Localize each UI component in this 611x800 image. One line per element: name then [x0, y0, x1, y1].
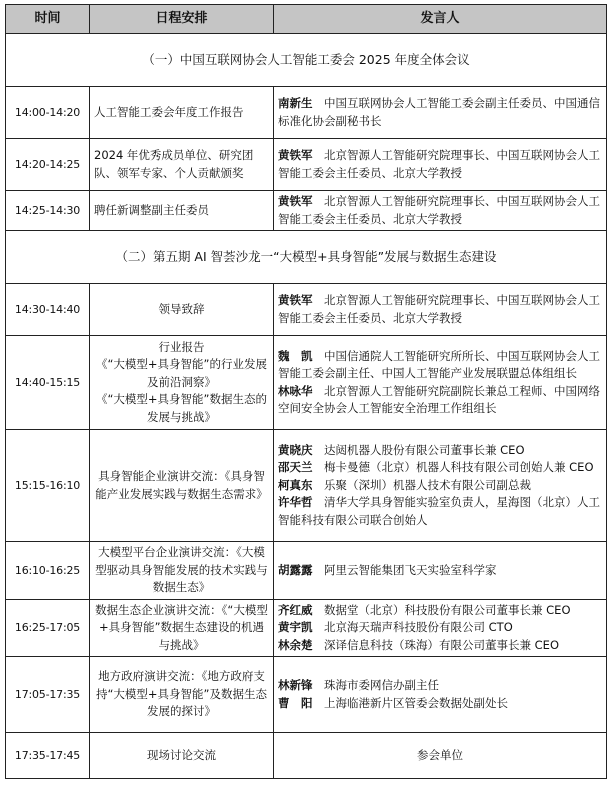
time-cell: 14:00-14:20: [6, 87, 90, 139]
speaker-entry: [278, 695, 602, 713]
speaker-name: 黄宇凯: [278, 620, 313, 634]
speaker-cell: [274, 87, 607, 139]
time-cell: 16:25-17:05: [6, 599, 90, 657]
speaker-desc: 梅卡曼德（北京）机器人科技有限公司创始人兼 CEO: [324, 460, 594, 475]
speaker-desc: 北京智源人工智能研究院理事长、中国互联网协会人工智能工委会主任委员、北京大学教授: [278, 194, 600, 226]
speaker-name: 黄铁军: [278, 293, 313, 307]
agenda-cell: 现场讨论交流: [90, 733, 274, 779]
table-row: [6, 191, 607, 231]
speaker-cell: [274, 139, 607, 191]
speaker-entry: [278, 477, 602, 495]
speaker-desc: 清华大学具身智能实验室负责人，星海图（北京）人工智能科技有限公司联合创始人: [278, 495, 600, 527]
table-row: [6, 599, 607, 657]
section-row: [6, 34, 607, 87]
speaker-entry: [278, 459, 602, 477]
speaker-desc: 中国互联网协会人工智能工委会副主任委员、中国通信标准化协会副秘书长: [278, 96, 600, 128]
speaker-cell: [274, 657, 607, 733]
speaker-desc: 数据堂（北京）科技股份有限公司董事长兼 CEO: [324, 602, 571, 617]
time-cell: 14:30-14:40: [6, 284, 90, 336]
report-item: 《“大模型+具身智能”数据生态的发展与挑战》: [95, 392, 268, 424]
section-title: （二）第五期 AI 智荟沙龙一“大模型+具身智能”发展与数据生态建设: [6, 231, 607, 284]
speaker-entry: [278, 442, 602, 460]
speaker-name: 魏 凯: [278, 348, 313, 363]
speaker-entry: [278, 677, 602, 695]
speaker-desc: 北京智源人工智能研究院理事长、中国互联网协会人工智能工委会主任委员、北京大学教授: [278, 293, 600, 325]
speaker-cell: [274, 336, 607, 430]
agenda-cell: 2024 年优秀成员单位、研究团队、领军专家、个人贡献颁奖: [90, 139, 274, 191]
speaker-desc: 深译信息科技（珠海）有限公司董事长兼 CEO: [324, 637, 560, 652]
speaker-name: 曹 阳: [278, 695, 313, 710]
speaker-desc: 阿里云智能集团飞天实验室科学家: [324, 562, 497, 577]
table-row: [6, 733, 607, 779]
speaker-desc: 达闼机器人股份有限公司董事长兼 CEO: [324, 442, 525, 457]
speaker-cell: [274, 599, 607, 657]
time-cell: 14:20-14:25: [6, 139, 90, 191]
table-row: [6, 542, 607, 600]
speaker-name: 南新生: [278, 96, 313, 110]
agenda-cell: 人工智能工委会年度工作报告: [90, 87, 274, 139]
speaker-name: 黄晓庆: [278, 442, 313, 457]
agenda-table: [5, 4, 607, 779]
table-row: [6, 657, 607, 733]
report-title: 行业报告: [158, 339, 205, 354]
table-row: [6, 87, 607, 139]
speaker-desc: 乐聚（深圳）机器人技术有限公司副总裁: [324, 477, 531, 492]
speaker-name: 林咏华: [278, 383, 313, 398]
report-item: 《“大模型+具身智能”的行业发展及前沿洞察》: [95, 357, 268, 389]
table-row: [6, 284, 607, 336]
agenda-cell: 领导致辞: [90, 284, 274, 336]
speaker-desc: 北京智源人工智能研究院理事长、中国互联网协会人工智能工委会主任委员、北京大学教授: [278, 148, 600, 180]
agenda-cell: 具身智能企业演讲交流：《具身智能产业发展实践与数据生态需求》: [90, 430, 274, 542]
speaker-name: 邵天兰: [278, 460, 313, 475]
table-row: [6, 139, 607, 191]
speaker-desc: 中国信通院人工智能研究所所长、中国互联网协会人工智能工委会副主任、中国人工智能产业发展联盟总体组组长: [278, 348, 600, 380]
speaker-desc: 北京海天瑞声科技股份有限公司 CTO: [324, 620, 513, 634]
speaker-name: 林余楚: [278, 637, 313, 652]
speaker-name: 齐红威: [278, 602, 313, 617]
header-agenda: 日程安排: [90, 5, 274, 34]
time-cell: 16:10-16:25: [6, 542, 90, 600]
speaker-desc: 上海临港新片区管委会数据处副处长: [324, 695, 508, 710]
agenda-cell: 数据生态企业演讲交流：《“大模型+具身智能”数据生态建设的机遇与挑战》: [90, 599, 274, 657]
speaker-entry: [278, 619, 602, 637]
speaker-cell: 参会单位: [274, 733, 607, 779]
section-row: [6, 231, 607, 284]
speaker-entry: [278, 494, 602, 529]
speaker-cell: [274, 191, 607, 231]
speaker-name: 许华哲: [278, 495, 313, 510]
time-cell: 14:40-15:15: [6, 336, 90, 430]
speaker-name: 黄铁军: [278, 148, 313, 162]
speaker-desc: 珠海市委网信办副主任: [324, 678, 439, 692]
speaker-cell: [274, 542, 607, 600]
speaker-cell: [274, 430, 607, 542]
speaker-entry: [278, 383, 602, 418]
time-cell: 17:05-17:35: [6, 657, 90, 733]
agenda-cell: 地方政府演讲交流：《地方政府支持“大模型+具身智能”及数据生态发展的探讨》: [90, 657, 274, 733]
speaker-name: 林新锋: [278, 678, 313, 692]
header-speaker: 发言人: [274, 5, 607, 34]
speaker-name: 柯真东: [278, 477, 313, 492]
agenda-cell: 聘任新调整副主任委员: [90, 191, 274, 231]
speaker-entry: [278, 348, 602, 383]
speaker-desc: 北京智源人工智能研究院副院长兼总工程师、中国网络空间安全协会人工智能安全治理工作组组长: [278, 383, 600, 415]
time-cell: 14:25-14:30: [6, 191, 90, 231]
speaker-name: 胡露露: [278, 562, 313, 577]
agenda-cell: 大模型平台企业演讲交流：《大模型驱动具身智能发展的技术实践与数据生态》: [90, 542, 274, 600]
section-title: （一）中国互联网协会人工智能工委会 2025 年度全体会议: [6, 34, 607, 87]
speaker-cell: [274, 284, 607, 336]
speaker-name: 黄铁军: [278, 194, 313, 208]
header-row: [6, 5, 607, 34]
time-cell: 15:15-16:10: [6, 430, 90, 542]
speaker-entry: [278, 602, 602, 620]
header-time: 时间: [6, 5, 90, 34]
speaker-entry: [278, 637, 602, 655]
table-row: [6, 430, 607, 542]
time-cell: 17:35-17:45: [6, 733, 90, 779]
table-row: [6, 336, 607, 430]
agenda-cell: [90, 336, 274, 430]
